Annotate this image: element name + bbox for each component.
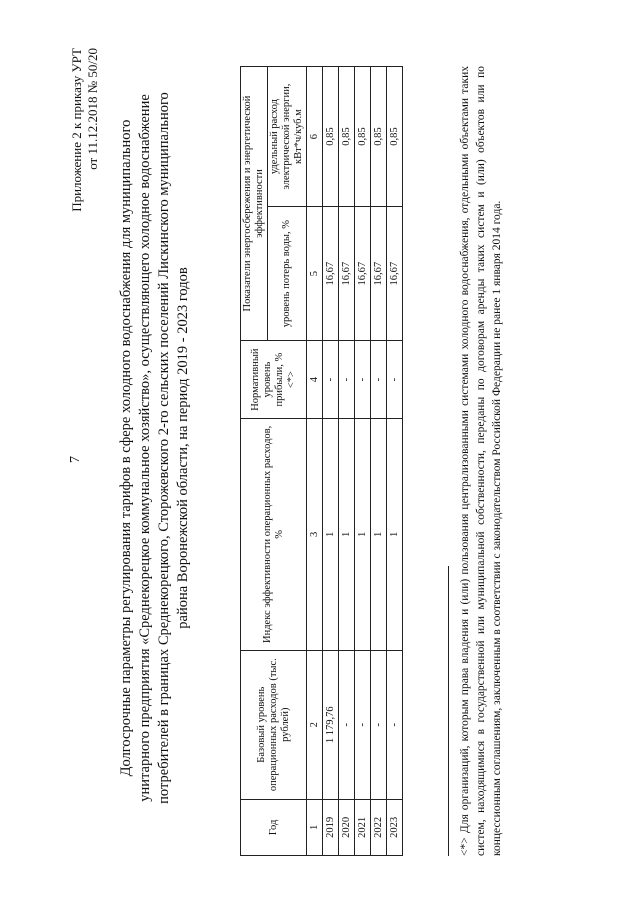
column-number-row xyxy=(307,67,323,856)
header-water-loss: уровень потерь воды, % xyxy=(268,207,307,341)
cell-efficiency-index: 1 xyxy=(371,419,387,650)
cell-water-loss: 16,67 xyxy=(387,207,403,341)
cell-specific-energy: 0,85 xyxy=(387,67,403,207)
cell-normative-profit: - xyxy=(355,341,371,419)
cell-efficiency-index: 1 xyxy=(323,419,339,650)
table-row xyxy=(339,67,355,856)
table-row xyxy=(387,67,403,856)
table-row xyxy=(355,67,371,856)
document-title: Долгосрочные параметры регулирования тарифов в сфере холодного водоснабжения для муниципального унитарного предприятия «Среднекорецкое коммунальное хозяйство», осуществляющего холодное водоснабжение потребителей в границах Среднекорецкого, Сторожевского 2-го сельских поселений Лискинского муниципального района Воронежской области, на период 2019 - 2023 годов xyxy=(118,92,191,804)
cell-normative-profit: - xyxy=(387,341,403,419)
cell-specific-energy: 0,85 xyxy=(371,67,387,207)
column-number: 4 xyxy=(307,341,323,419)
cell-efficiency-index: 1 xyxy=(387,419,403,650)
cell-specific-energy: 0,85 xyxy=(323,67,339,207)
column-number: 2 xyxy=(307,650,323,799)
cell-base-level: - xyxy=(387,650,403,799)
cell-specific-energy: 0,85 xyxy=(339,67,355,207)
cell-water-loss: 16,67 xyxy=(323,207,339,341)
column-number: 1 xyxy=(307,799,323,855)
table-row xyxy=(323,67,339,856)
cell-base-level: 1 179,76 xyxy=(323,650,339,799)
footnote-separator xyxy=(448,566,449,856)
cell-water-loss: 16,67 xyxy=(339,207,355,341)
cell-year: 2020 xyxy=(339,799,355,855)
column-number: 3 xyxy=(307,419,323,650)
cell-year: 2021 xyxy=(355,799,371,855)
rotated-page-content xyxy=(65,38,585,868)
cell-year: 2022 xyxy=(371,799,387,855)
header-specific-energy: удельный расход электрической энергии, кВт*ч/куб.м xyxy=(268,67,307,207)
appendix-line-2: от 11.12.2018 № 50/20 xyxy=(85,48,100,170)
tariff-parameters-table xyxy=(240,66,403,856)
cell-normative-profit: - xyxy=(339,341,355,419)
cell-efficiency-index: 1 xyxy=(355,419,371,650)
cell-normative-profit: - xyxy=(371,341,387,419)
cell-efficiency-index: 1 xyxy=(339,419,355,650)
cell-normative-profit: - xyxy=(323,341,339,419)
header-efficiency-index: Индекс эффективности операционных расходов, % xyxy=(241,419,307,650)
header-energy-group: Показатели энергосбережения и энергетической эффективности xyxy=(241,67,268,341)
column-number: 5 xyxy=(307,207,323,341)
cell-year: 2023 xyxy=(387,799,403,855)
cell-specific-energy: 0,85 xyxy=(355,67,371,207)
cell-base-level: - xyxy=(339,650,355,799)
footnote: <*> Для организаций, которым права владения и (или) пользования централизованными системами холодного водоснабжения, отдельными объектами таких систем, находящимися в государственной или муниципальной собственности, переданы по договорам аренды таких систем и (или) объектов или по концессионным соглашениям, заключенным в соответствии с законодательством Российской Федерации не ранее 1 января 2014 года. xyxy=(459,66,503,856)
cell-water-loss: 16,67 xyxy=(355,207,371,341)
cell-water-loss: 16,67 xyxy=(371,207,387,341)
cell-year: 2019 xyxy=(323,799,339,855)
appendix-reference xyxy=(69,48,101,212)
column-number: 6 xyxy=(307,67,323,207)
table-header-row xyxy=(241,67,268,856)
cell-base-level: - xyxy=(355,650,371,799)
page-number: 7 xyxy=(68,456,83,463)
header-year: Год xyxy=(241,799,307,855)
header-normative-profit: Нормативный уровень прибыли, % <*> xyxy=(241,341,307,419)
cell-base-level: - xyxy=(371,650,387,799)
table-row xyxy=(371,67,387,856)
appendix-line-1: Приложение 2 к приказу УРТ xyxy=(69,48,84,212)
header-base-level: Базовый уровень операционных расходов (тыс. рублей) xyxy=(241,650,307,799)
